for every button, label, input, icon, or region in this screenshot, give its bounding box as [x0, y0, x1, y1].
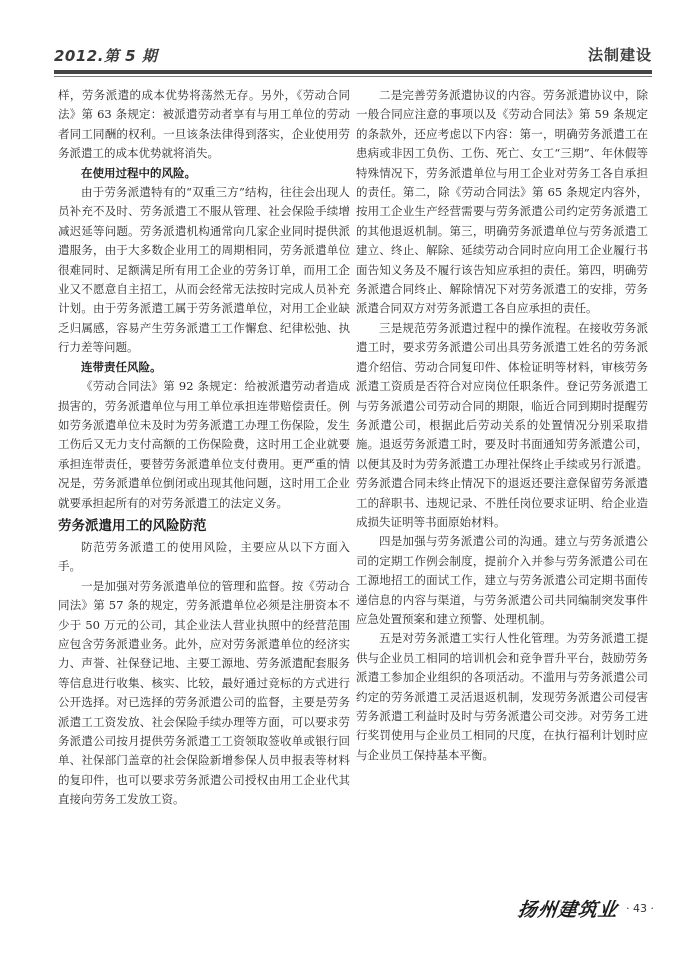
page-footer — [518, 896, 654, 920]
paragraph: 二是完善劳务派遣协议的内容。劳务派遣协议中，除一般合同应注意的事项以及《劳动合同法》第 59 条规定的条款外，还应考虑以下内容：第一，明确劳务派遣工在患病或非因工负伤、工伤、死亡、女工“三期”、年休假等特殊情况下，劳务派遣单位与用工企业对劳务工各自承担的责任。第二，除《劳动合同法》第 65 条规定内容外，按用工企业生产经营需要与劳务派遣公司约定劳务派遣工的其他退返机制。第三，明确劳务派遣单位与劳务派遣工建立、终止、解除、延续劳动合同时应向用工企业履行书面告知义务及不履行该告知应承担的责任。第四，明确劳务派遣合同终止、解除情况下对劳务派遣工的安排，劳务派遣合同双方对劳务派遣工各自应承担的责任。 — [356, 88, 648, 316]
left-column — [58, 86, 350, 810]
header-rule — [54, 70, 652, 74]
section-title: 法制建设 — [587, 46, 652, 64]
subheading: 连带责任风险。 — [81, 359, 162, 374]
issue-label: 2012.第 5 期 — [54, 47, 158, 65]
paragraph: 由于劳务派遣特有的“双重三方”结构，往往会出现人员补充不及时、劳务派遣工不服从管理、社会保险手续增减迟延等问题。劳务派遣机构通常向几家企业同时提供派遣服务，由于大多数企业用工的周期相同，劳务派遣单位很难同时、足额满足所有用工企业的劳务订单，而用工企业又不愿意自主招工，从而会经常无法按时完成人员补充计划。由于劳务派遣工属于劳务派遣单位，对用工企业缺乏归属感，容易产生劳务派遣工工作懈怠、纪律松弛、执行力差等问题。 — [58, 185, 350, 355]
paragraph: 《劳动合同法》第 92 条规定：给被派遣劳动者造成损害的，劳务派遣单位与用工单位承担连带赔偿责任。例如劳务派遣单位未及时为劳务派遣工办理工伤保险，发生工伤后又无力支付高额的工伤保险费，这时用工企业就要承担连带责任，要替劳务派遣单位支付费用。更严重的情况是，劳务派遣单位倒闭或出现其他问题，这时用工企业就要承担起所有的对劳务派遣工的法定义务。 — [58, 379, 350, 510]
paragraph: 五是对劳务派遣工实行人性化管理。为劳务派遣工提供与企业员工相同的培训机会和竞争晋升平台，鼓励劳务派遣工参加企业组织的各项活动。不滥用与劳务派遣公司约定的劳务派遣工灵活退返机制，发现劳务派遣公司侵害劳务派遣工利益时及时与劳务派遣公司交涉。对劳务工进行奖罚使用与企业员工相同的尺度，在执行福利计划时应与企业员工保持基本平衡。 — [356, 631, 648, 762]
right-column — [356, 86, 648, 765]
subheading: 在使用过程中的风险。 — [81, 165, 196, 180]
page-number: · 43 · — [626, 901, 654, 915]
paragraph: 防范劳务派遣工的使用风险，主要应从以下方面入手。 — [58, 539, 350, 574]
paragraph: 一是加强对劳务派遣单位的管理和监督。按《劳动合同法》第 57 条的规定，劳务派遣单位必须是注册资本不少于 50 万元的公司，其企业法人营业执照中的经营范围应包含劳务派遣业务。此外，应对劳务派遣单位的经济实力、声誉、社保登记地、主要工源地、劳务派遣配套服务等信息进行收集、核实、比较，最好通过竞标的方式进行公开选择。对已选择的劳务派遣公司的监督，主要是劳务派遣工工资发放、社会保险手续办理等方面，可以要求劳务派遣公司按月提供劳务派遣工工资领取签收单或银行回单、社保部门盖章的社会保险新增参保人员申报表等材料的复印件，也可以要求劳务派遣公司授权由用工企业代其直接向劳务工发放工资。 — [58, 578, 350, 807]
section-heading: 劳务派遣用工的风险防范 — [58, 517, 207, 534]
running-header — [54, 44, 652, 66]
header-rule-thin — [54, 76, 652, 77]
paragraph: 样，劳务派遣的成本优势将荡然无存。另外，《劳动合同法》第 63 条规定：被派遣劳动者享有与用工单位的劳动者同工同酬的权利。一旦该条法律得到落实，企业使用劳务派遣工的成本优势就将消失。 — [58, 88, 350, 161]
paragraph: 四是加强与劳务派遣公司的沟通。建立与劳务派遣公司的定期工作例会制度，提前介入并参与劳务派遣公司在工源地招工的面试工作，建立与劳务派遣公司定期书面传递信息的内容与渠道，与劳务派遣公司共同编制突发事件应急处置预案和建立预警、处理机制。 — [356, 534, 648, 626]
magazine-logo: 扬州建筑业 — [516, 898, 620, 921]
paragraph: 三是规范劳务派遣过程中的操作流程。在接收劳务派遣工时，要求劳务派遣公司出具劳务派遣工姓名的劳务派遣介绍信、劳动合同复印件、体检证明等材料，审核劳务派遣工资质是否符合对应岗位任职条件。登记劳务派遣工与劳务派遣公司劳动合同的期限，临近合同到期时提醒劳务派遣公司，根据此后劳动关系的处置情况分别采取措施。退返劳务派遣工时，要及时书面通知劳务派遣公司，以便其及时为劳务派遣工办理社保终止手续或另行派遣。劳务派遣合同未终止情况下的退返还要注意保留劳务派遣工的辞职书、违规记录、不胜任岗位要求证明、给企业造成损失证明等书面原始材料。 — [356, 320, 648, 529]
